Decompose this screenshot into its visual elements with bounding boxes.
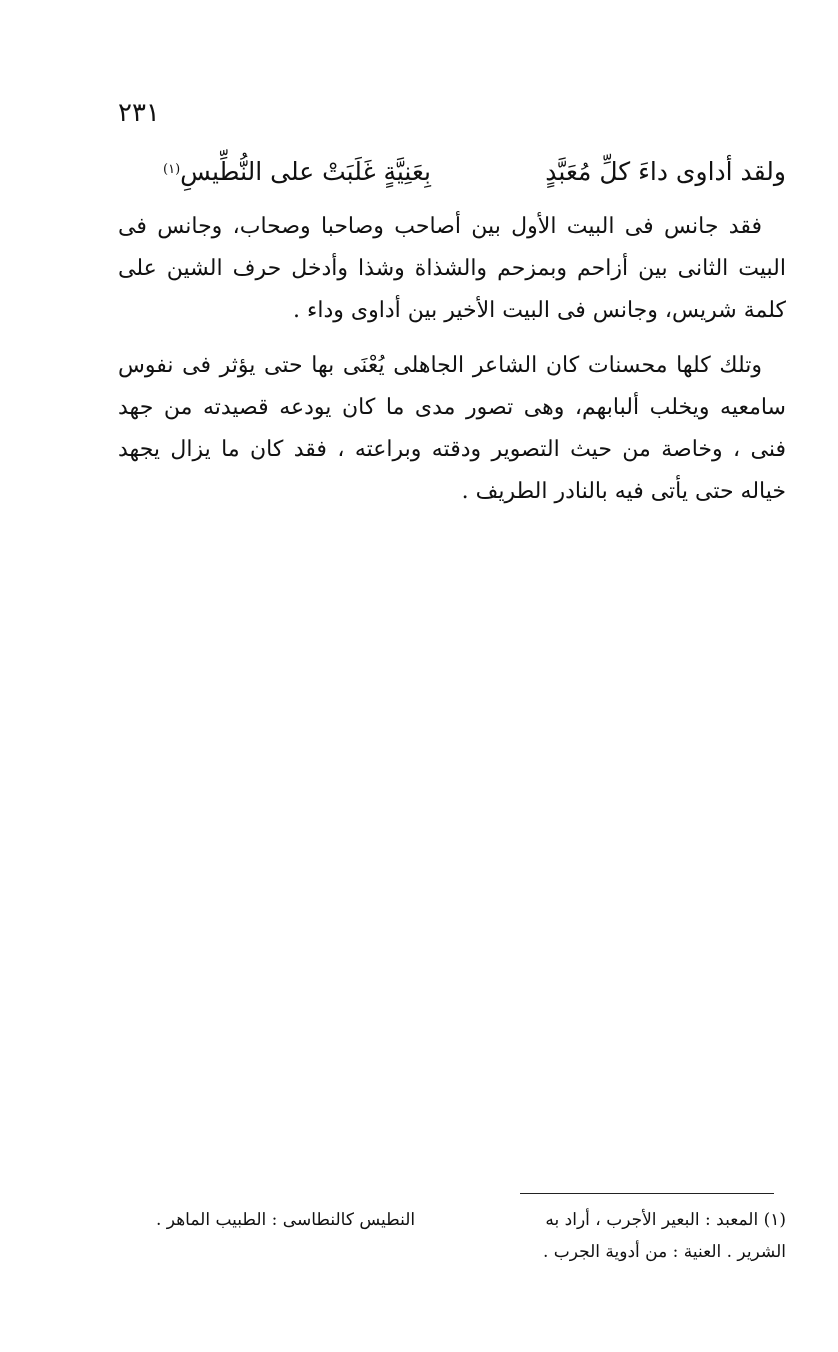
footnotes <box>118 1204 786 1268</box>
footnote-divider <box>520 1193 774 1194</box>
footnote-marker: (١) <box>163 162 181 177</box>
page-number: ٢٣١ <box>118 98 160 128</box>
paragraph-1: فقد جانس فى البيت الأول بين أصاحب وصاحبا وصحاب، وجانس فى البيت الثانى بين أزاحم وبمزحم والشذاة وشذا وأدخل حرف الشين على كلمة شريس، وجانس فى البيت الأخير بين أداوى وداء . <box>118 214 786 323</box>
footnote-2-text: الشرير . العنية : من أدوية الجرب . <box>542 1242 786 1262</box>
verse-second-hemistich-text: بِعَنِيَّةٍ غَلَبَتْ على النُّطِّيسِ <box>180 157 431 186</box>
poetry-verse <box>118 150 786 194</box>
footnote-line-2 <box>118 1236 786 1268</box>
footnote-1-continuation: النطيس كالنطاسى : الطبيب الماهر . <box>156 1210 416 1230</box>
footnote-1-text: (١) المعبد : البعير الأجرب ، أراد به <box>545 1210 786 1230</box>
verse-first-hemistich: ولقد أداوى داءَ كلِّ مُعَبَّدٍ <box>545 157 786 186</box>
verse-second-hemistich <box>163 150 431 194</box>
paragraph-2: وتلك كلها محسنات كان الشاعر الجاهلى يُعْنَى بها حتى يؤثر فى نفوس سامعيه ويخلب ألبابهم، وهى تصور مدى ما كان يودعه قصيدته من جهد فنى ، وخاصة من حيث التصوير ودقته وبراعته ، فقد كان ما يزال يجهد خياله حتى يأتى فيه بالنادر الطريف . <box>118 353 786 504</box>
footnote-line-1 <box>118 1204 786 1236</box>
